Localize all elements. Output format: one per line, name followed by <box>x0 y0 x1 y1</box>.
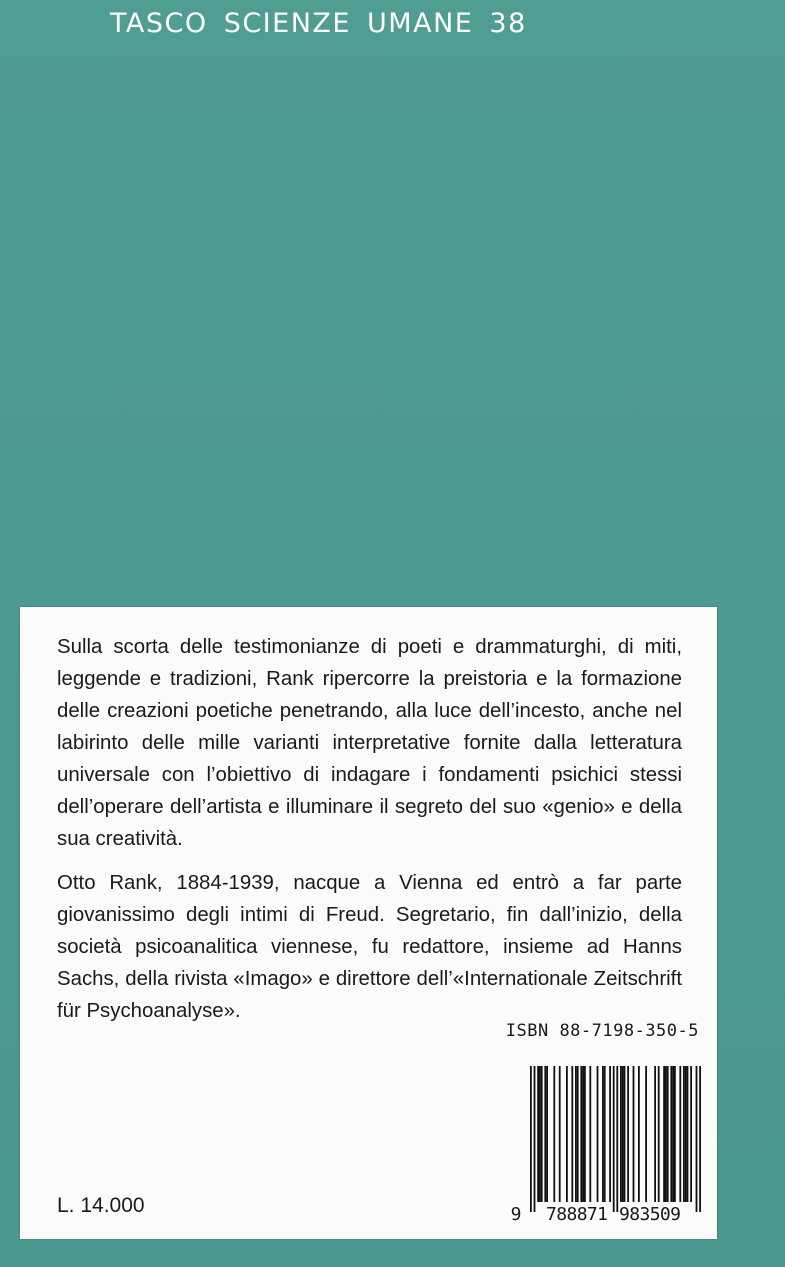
barcode-bar <box>687 1066 689 1202</box>
barcode-bars <box>530 1066 701 1212</box>
author-bio: Otto Rank, 1884-1939, nacque a Vienna ed entrò a far parte giovanissimo degli intimi di Freud. Segretario, fin dall’inizio, della società psicoanalitica viennese, fu redattore, insieme ad Hanns Sachs, della rivista «Imago» e direttore dell’«Internationale Zeitschrift für Psychoanalyse». <box>57 872 682 1022</box>
barcode-bar <box>566 1066 568 1202</box>
barcode-bar <box>580 1066 582 1202</box>
barcode-bar <box>658 1066 660 1202</box>
barcode-bar <box>665 1066 667 1202</box>
barcode-bar <box>582 1066 584 1202</box>
barcode-bar <box>663 1066 665 1202</box>
price: L. 14.000 <box>57 1194 145 1217</box>
barcode-bar <box>685 1066 687 1202</box>
barcode-left-digits: 788871 <box>546 1204 608 1225</box>
barcode-lead-digit: 9 <box>510 1204 522 1225</box>
barcode-bar <box>553 1066 555 1202</box>
barcode-bar <box>577 1066 579 1202</box>
barcode-bar <box>645 1066 647 1202</box>
barcode-bar <box>597 1066 599 1202</box>
barcode-bar <box>571 1066 573 1202</box>
barcode-bar <box>604 1066 606 1202</box>
barcode-bar <box>690 1066 692 1202</box>
barcode-bar <box>544 1066 546 1202</box>
barcode-bar <box>638 1066 640 1202</box>
barcode-bar <box>620 1066 622 1202</box>
barcode-bar <box>654 1066 656 1202</box>
barcode <box>488 1066 708 1226</box>
series-title: TASCO SCIENZE UMANE 38 <box>110 8 527 39</box>
barcode-right-digits: 983509 <box>619 1204 681 1225</box>
barcode-bar <box>627 1066 629 1202</box>
barcode-bar <box>696 1066 698 1212</box>
barcode-bar <box>539 1066 541 1202</box>
barcode-bar <box>584 1066 586 1202</box>
barcode-bar <box>609 1066 611 1202</box>
book-description: Sulla scorta delle testimonianze di poeti e drammaturghi, di miti, leggende e tradizioni, Rank ripercorre la preistoria e la formazione delle creazioni poetiche penetrando, alla luce dell’incesto, anche nel labirinto delle mille varianti interpretative fornite dalla letteratura universale con l’obiettivo di indagare i fondamenti psichici stessi dell’operare dell’artista e illuminare il segreto del suo «genio» e della sua creatività. <box>57 636 682 850</box>
barcode-bar <box>622 1066 624 1202</box>
barcode-bar <box>559 1066 561 1202</box>
barcode-bar <box>589 1066 591 1202</box>
barcode-bar <box>537 1066 539 1202</box>
barcode-bar <box>679 1066 681 1202</box>
barcode-bar <box>633 1066 635 1202</box>
barcode-bar <box>530 1066 532 1212</box>
isbn-number: ISBN 88-7198-350-5 <box>505 1021 699 1041</box>
back-cover-panel <box>20 607 717 1239</box>
barcode-bar <box>541 1066 543 1202</box>
barcode-bar <box>670 1066 672 1202</box>
barcode-bar <box>575 1066 577 1202</box>
barcode-bar <box>624 1066 626 1202</box>
barcode-bar <box>674 1066 676 1202</box>
barcode-bar <box>672 1066 674 1202</box>
barcode-bar <box>546 1066 548 1202</box>
barcode-bar <box>613 1066 615 1212</box>
barcode-bar <box>683 1066 685 1202</box>
barcode-bar <box>699 1066 701 1212</box>
barcode-bar <box>534 1066 536 1212</box>
barcode-bar <box>602 1066 604 1202</box>
barcode-bar <box>667 1066 669 1202</box>
barcode-bar <box>616 1066 618 1212</box>
